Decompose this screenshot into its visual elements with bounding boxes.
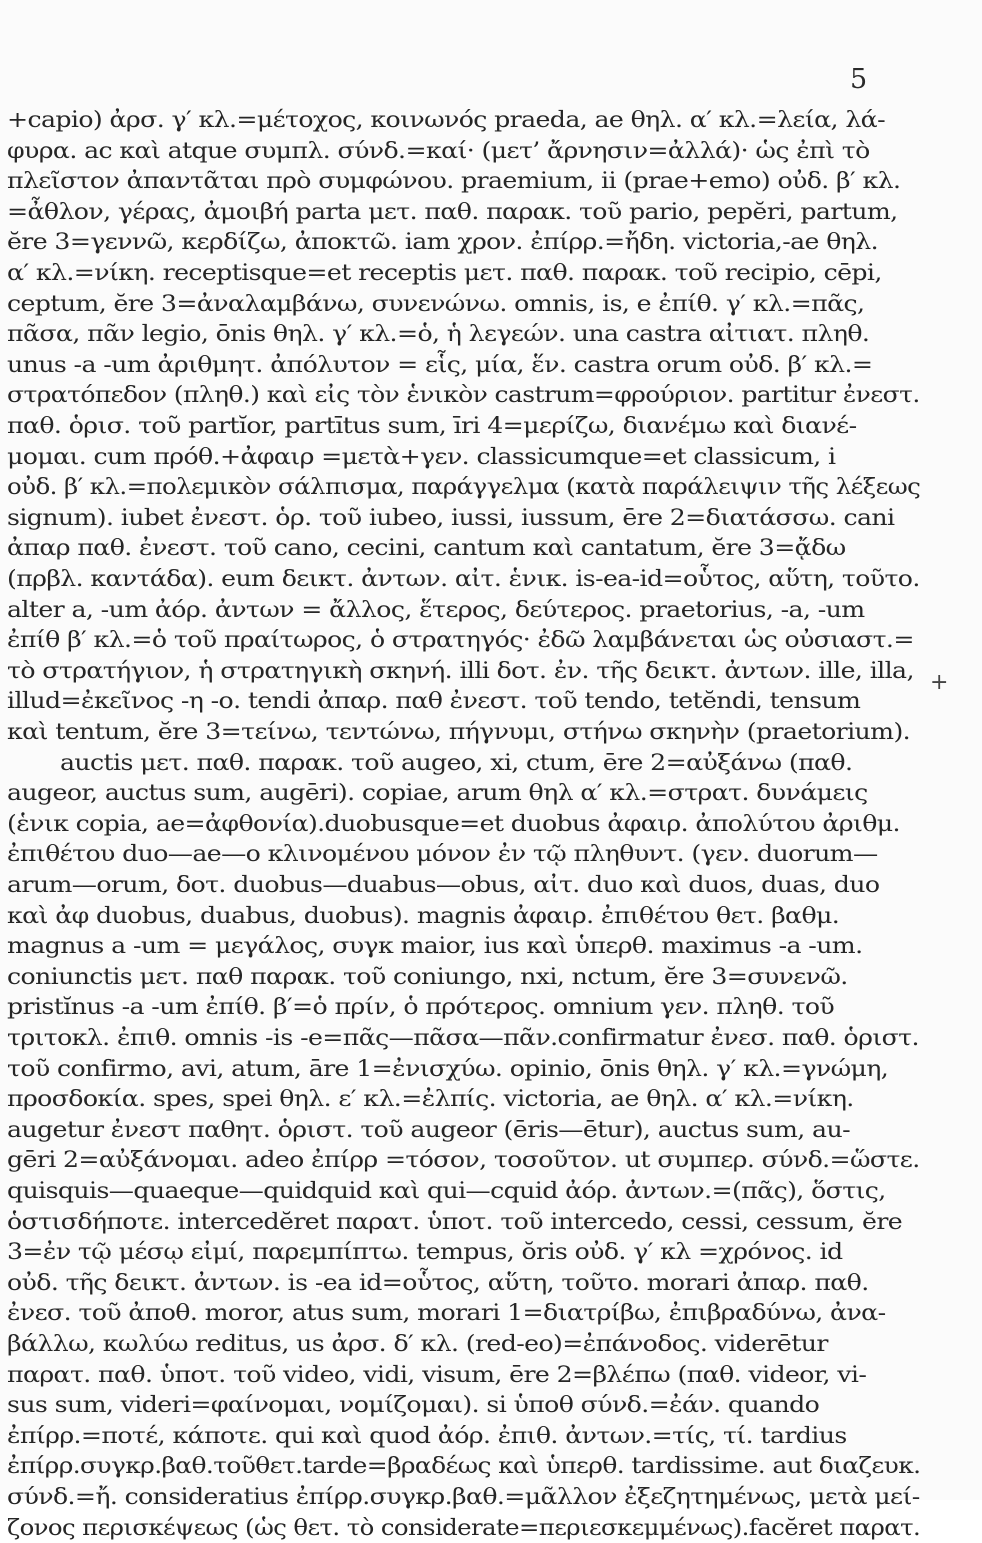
text-line: ἀπαρ παθ. ἐνεστ. τοῦ cano, cecini, cantum καὶ cantatum, ĕre 3=ᾄδω: [7, 535, 846, 562]
text-line: στρατόπεδον (πληθ.) καὶ εἰς τὸν ἑνικὸν castrum=φρούριον. partitur ἐνεστ.: [7, 382, 920, 409]
text-line: arum—orum, δοτ. duobus—duabus—obus, αἰτ. duo καὶ duos, duas, duo: [7, 872, 880, 898]
text-line: sus sum, videri=φαίνομαι, νομίζομαι). si ὑποθ σύνδ.=ἐάν. quando: [7, 1392, 820, 1419]
text-line: auctis μετ. παθ. παρακ. τοῦ augeo, xi, ctum, ēre 2=αὐξάνω (παθ.: [60, 749, 853, 776]
text-line: =ἆθλον, γέρας, ἀμοιβή parta μετ. παθ. παρακ. τοῦ pario, pepĕri, partum,: [7, 198, 898, 225]
text-line: 3=ἐν τῷ μέσῳ εἰμί, παρεμπίπτω. tempus, ŏris οὐδ. γ′ κλ =χρόνος. id: [7, 1239, 843, 1266]
text-line: οὐδ. β′ κλ.=πολεμικὸν σάλπισμα, παράγγελμα (κατὰ παράλειψιν τῆς λέξεως: [7, 474, 921, 501]
text-line: +capio) ἀρσ. γ′ κλ.=μέτοχος, κοινωνός praeda, ae θηλ. α′ κλ.=λεία, λά-: [7, 107, 885, 133]
text-line: φυρα. ac καὶ atque συμπλ. σύνδ.=καί· (μετ’ ἄρνησιν=ἀλλά)· ὡς ἐπὶ τὸ: [7, 137, 870, 164]
text-line: προσδοκία. spes, spei θηλ. ε′ κλ.=ἐλπίς. victoria, ae θηλ. α′ κλ.=νίκη.: [7, 1086, 854, 1113]
text-line: ἐνεσ. τοῦ ἀποθ. moror, atus sum, morari 1=διατρίβω, ἐπιβραδύνω, ἀνα-: [7, 1300, 886, 1327]
text-line: καὶ tentum, ĕre 3=τείνω, τεντώνω, πήγνυμι, στήνω σκηνὴν (praetorium).: [7, 719, 911, 745]
text-line: παθ. ὁρισ. τοῦ partĭor, partītus sum, īri 4=μερίζω, διανέμω καὶ διανέ-: [7, 413, 857, 439]
text-line: ἐπίθ β′ κλ.=ὁ τοῦ πραίτωρος, ὁ στρατηγός· ἐδῶ λαμβάνεται ὡς οὐσιαστ.=: [7, 627, 914, 654]
text-line: σύνδ.=ἤ. consideratius ἐπίρρ.συγκρ.βαθ.=μᾶλλον ἐξεζητημένως, μετὰ μεί-: [7, 1484, 920, 1510]
text-line: (ἑνικ copia, ae=ἀφθονία).duobusque=et duobus ἀφαιρ. ἀπολύτου ἀριθμ.: [7, 810, 900, 837]
text-line: πᾶσα, πᾶν legio, ōnis θηλ. γ′ κλ.=ὁ, ἡ λεγεών. una castra αἰτιατ. πληθ.: [7, 321, 870, 348]
text-line: βάλλω, κωλύω reditus, us ἀρσ. δ′ κλ. (red-eo)=ἐπάνοδος. viderētur: [7, 1331, 828, 1357]
text-line: ĕre 3=γεννῶ, κερδίζω, ἀποκτῶ. iam χρον. ἐπίρρ.=ἤδη. victoria,-ae θηλ.: [7, 229, 879, 256]
text-line: ζονος περισκέψεως (ὡς θετ. τὸ considerate=περιεσκεμμένως).facĕret παρατ.: [7, 1514, 921, 1541]
text-line: ὁστισδήποτε. intercedĕret παρατ. ὑποτ. τοῦ intercedo, cessi, cessum, ĕre: [7, 1208, 903, 1235]
text-line: α′ κλ.=νίκη. receptisque=et receptis μετ. παθ. παρακ. τοῦ recipio, cēpi,: [7, 260, 882, 286]
text-line: τοῦ confirmo, avi, atum, āre 1=ἐνισχύω. opinio, ōnis θηλ. γ′ κλ.=γνώμη,: [7, 1055, 889, 1082]
text-line: πλεῖστον ἀπαντᾶται πρὸ συμφώνου. praemium, ii (prae+emo) οὐδ. β′ κλ.: [7, 168, 901, 195]
text-line: unus -a -um ἀριθμητ. ἀπόλυτον = εἷς, μία, ἕν. castra orum οὐδ. β′ κλ.=: [7, 351, 873, 378]
text-line: augeor, auctus sum, augēri). copiae, arum θηλ α′ κλ.=στρατ. δυνάμεις: [7, 780, 868, 807]
text-line: μομαι. cum πρόθ.+ἀφαιρ =μετὰ+γεν. classicumque=et classicum, i: [7, 443, 836, 470]
text-line: illud=ἐκεῖνος -η -ο. tendi ἀπαρ. παθ ἐνεστ. τοῦ tendo, tetĕndi, tensum: [7, 688, 861, 715]
text-line: καὶ ἀφ duobus, duabus, duobus). magnis ἀφαιρ. ἐπιθέτου θετ. βαθμ.: [7, 902, 840, 929]
text-line: τὸ στρατήγιον, ἡ στρατηγικὴ σκηνή. illi δοτ. ἐν. τῆς δεικτ. ἀντων. ille, illa,: [7, 657, 914, 684]
text-line: augetur ἐνεστ παθητ. ὁριστ. τοῦ augeor (ēris—ētur), auctus sum, au-: [7, 1116, 850, 1143]
text-line: magnus a -um = μεγάλος, συγκ maior, ius καὶ ὑπερθ. maximus -a -um.: [7, 933, 863, 960]
text-line: pristĭnus -a -um ἐπίθ. β′=ὁ πρίν, ὁ πρότερος. omnium γεν. πληθ. τοῦ: [7, 994, 835, 1021]
page-number: 5: [850, 64, 868, 95]
text-line: παρατ. παθ. ὑποτ. τοῦ video, vidi, visum, ēre 2=βλέπω (παθ. videor, vi-: [7, 1361, 867, 1388]
text-line: gēri 2=αὐξάνομαι. adeo ἐπίρρ =τόσον, τοσοῦτον. ut συμπερ. σύνδ.=ὥστε.: [7, 1147, 920, 1174]
text-line: quisquis—quaeque—quidquid καὶ qui—cquid ἀόρ. ἀντων.=(πᾶς), ὅστις,: [7, 1178, 886, 1204]
text-line: ἐπίρρ.συγκρ.βαθ.τοῦθετ.tarde=βραδέως καὶ ὑπερθ. tardissime. aut διαζευκ.: [7, 1453, 921, 1480]
text-line: οὐδ. τῆς δεικτ. ἀντων. is -ea id=οὗτος, αὕτη, τοῦτο. morari ἀπαρ. παθ.: [7, 1269, 869, 1296]
text-line: τριτοκλ. ἐπιθ. omnis -is -e=πᾶς—πᾶσα—πᾶν.confirmatur ἐνεσ. παθ. ὁριστ.: [7, 1025, 919, 1051]
text-line: signum). iubet ἐνεστ. ὁρ. τοῦ iubeo, iussi, iussum, ēre 2=διατάσσω. cani: [7, 504, 895, 531]
text-line: (πρβλ. καντάδα). eum δεικτ. ἀντων. αἰτ. ἑνικ. is-ea-id=οὗτος, αὕτη, τοῦτο.: [7, 566, 920, 592]
text-line: ἐπιθέτου duo—ae—o κλινομένου μόνον ἐν τῷ πληθυντ. (γεν. duorum—: [7, 841, 878, 868]
text-line: ceptum, ĕre 3=ἀναλαμβάνω, συνενώνω. omnis, is, e ἐπίθ. γ′ κλ.=πᾶς,: [7, 290, 865, 317]
margin-mark: +: [930, 670, 949, 695]
text-line: coniunctis μετ. παθ παρακ. τοῦ coniungo, nxi, nctum, ĕre 3=συνενῶ.: [7, 963, 848, 990]
text-line: alter a, -um ἀόρ. ἀντων = ἄλλος, ἕτερος, δεύτερος. praetorius, -a, -um: [7, 596, 865, 623]
text-line: ἐπίρρ.=ποτέ, κάποτε. qui καὶ quod ἀόρ. ἐπιθ. ἀντων.=τίς, τί. tardius: [7, 1422, 847, 1449]
